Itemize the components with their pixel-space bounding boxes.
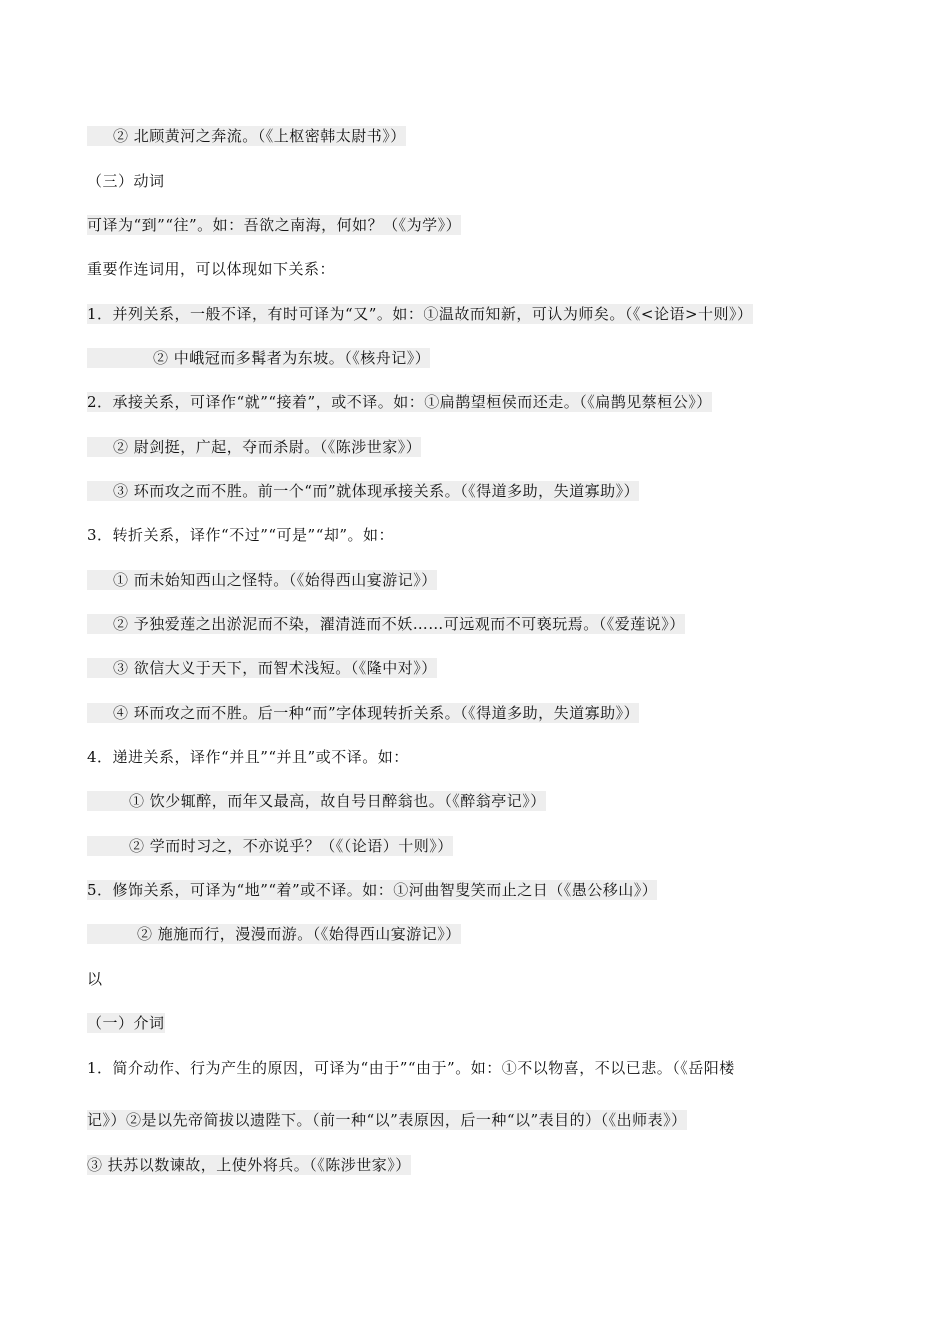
text-line: ② 尉剑挺，广起，夺而杀尉。（《陈涉世家》）: [87, 437, 421, 457]
text-line: ① 而未始知西山之怪特。（《始得西山宴游记》）: [87, 570, 437, 590]
text-line: ② 学而时习之，不亦说乎？（《（论语）十则》）: [87, 836, 453, 856]
section-heading: 以: [87, 970, 103, 988]
text-line: ② 中峨冠而多髯者为东坡。（《核舟记》）: [87, 348, 430, 368]
text-line: 2．承接关系，可译作“就”“接着”，或不译。如：①扁鹊望桓侯而还走。（《扁鹊见蔡桓公》）: [87, 393, 712, 411]
text-line: ② 予独爱莲之出淤泥而不染，濯清涟而不妖……可远观而不可亵玩焉。（《爱莲说》）: [87, 614, 685, 634]
text-line: ② 施施而行，漫漫而游。（《始得西山宴游记》）: [87, 924, 461, 944]
section-heading: （三）动词: [87, 172, 165, 190]
text-line: 3．转折关系，译作“不过”“可是”“却”。如：: [87, 526, 395, 544]
text-line: 重要作连词用，可以体现如下关系：: [87, 260, 336, 278]
text-line: 可译为“到”“往”。如：吾欲之南海，何如？（《为学》）: [87, 216, 462, 234]
text-line: ③ 扶苏以数谏故，上使外将兵。（《陈涉世家》）: [87, 1156, 411, 1174]
text-line: ② 北顾黄河之奔流。（《上枢密韩太尉书》）: [87, 126, 406, 146]
text-line: ④ 环而攻之而不胜。后一种“而”字体现转折关系。（《得道多助，失道寡助》）: [87, 703, 639, 723]
text-line: 5．修饰关系，可译为“地”“着”或不译。如：①河曲智叟笑而止之日（《愚公移山》）: [87, 881, 658, 899]
text-line: 记》）②是以先帝简拔以遗陛下。（前一种“以”表原因，后一种“以”表目的）（《出师表》）: [87, 1111, 687, 1129]
text-line: ③ 欲信大义于天下，而智术浅短。（《隆中对》）: [87, 658, 437, 678]
text-line: 4．递进关系，译作“并且”“并且”或不译。如：: [87, 748, 409, 766]
section-heading: （一）介词: [87, 1014, 165, 1032]
text-line: ③ 环而攻之而不胜。前一个“而”就体现承接关系。（《得道多助，失道寡助》）: [87, 481, 639, 501]
text-line: ① 饮少辄醉，而年又最高，故自号日醉翁也。（《醉翁亭记》）: [87, 791, 546, 811]
text-line: 1．并列关系，一般不译，有时可译为“又”。如：①温故而知新，可认为师矣。（《<论语>十则》）: [87, 305, 753, 323]
text-line: 1．简介动作、行为产生的原因，可译为“由于”“由于”。如：①不以物喜，不以已悲。（《岳阳楼: [87, 1059, 735, 1077]
